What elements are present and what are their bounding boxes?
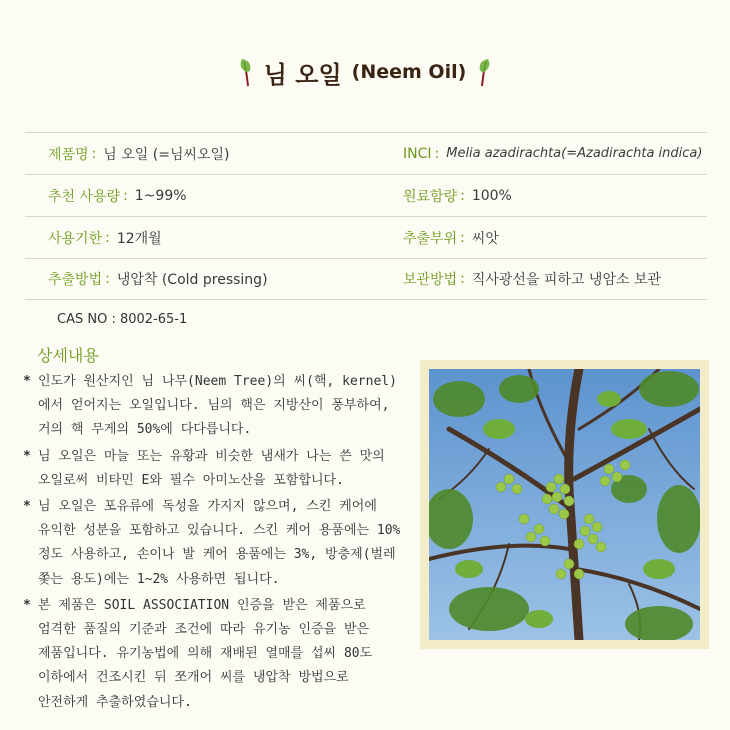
spec-value: 직사광선을 피하고 냉암소 보관	[471, 272, 661, 288]
cas-number: CAS NO : 8002-65-1	[57, 312, 188, 327]
spec-label: INCI	[403, 145, 432, 162]
bullet-marker: *	[23, 374, 31, 389]
spec-row	[25, 132, 707, 174]
paragraph-text: 님 오일은 포유류에 독성을 가지지 않으며, 스킨 케어에 유익한 성분을 포함하고 있습니다. 스킨 케어 용품에는 10% 정도 사용하고, 손이나 발 케어 용품에는 3%, 방충제(벌레 쫓는 용도)에는 1~2% 사용하면 됩니다.	[38, 499, 401, 587]
spec-colon: :	[91, 145, 97, 162]
paragraph-text: 본 제품은 SOIL ASSOCIATION 인증을 받은 제품으로 엄격한 품질의 기준과 조건에 따라 유기농 인증을 받은 제품입니다. 유기농법에 의해 재배된 열매를 섭씨 80도 이하에서 건조시킨 뒤 쪼개어 씨를 냉압착 방법으로 안전하게 추출하였습니다.	[38, 597, 373, 710]
spec-cell	[403, 228, 707, 248]
paragraph-text: 님 오일은 마늘 또는 유황과 비슷한 냄새가 나는 쓴 맛의 오일로써 비타민 E와 필수 아미노산을 포함합니다.	[38, 448, 385, 488]
spec-cell	[25, 186, 403, 206]
spec-value: 님 오일 (=님씨오일)	[103, 146, 230, 163]
bullet-marker: *	[23, 597, 31, 613]
detail-heading: 상세내용	[37, 346, 99, 365]
spec-colon: :	[105, 229, 110, 246]
spec-colon: :	[434, 145, 440, 162]
spec-cell	[403, 269, 707, 289]
spec-label: 보관방법	[403, 272, 458, 288]
spec-cell	[25, 269, 403, 289]
spec-cell	[403, 146, 707, 162]
spec-label: 추출부위	[403, 230, 458, 247]
description	[23, 370, 413, 717]
spec-colon: :	[460, 187, 465, 204]
spec-value: 1~99%	[134, 187, 187, 204]
leaf-icon	[238, 57, 258, 87]
spec-colon: :	[460, 271, 465, 287]
spec-label: 원료함량	[403, 188, 458, 205]
neem-tree-photo	[429, 369, 700, 640]
product-photo-frame	[420, 360, 709, 649]
bullet-marker: *	[23, 448, 31, 464]
spec-row	[25, 258, 707, 300]
spec-label: 추천 사용량	[48, 188, 121, 205]
spec-table	[25, 132, 707, 300]
description-paragraph	[23, 495, 413, 592]
spec-value: Melia azadirachta(=Azadirachta indica)	[446, 146, 703, 161]
spec-value: 12개월	[116, 230, 162, 247]
paragraph-text: 인도가 원산지인 님 나무(Neem Tree)의 씨(핵, kernel) 에서 얻어지는 오일입니다. 님의 핵은 지방산이 풍부하여, 거의 핵 무게의 50%에 다다릅니다.	[38, 374, 397, 438]
bullet-marker: *	[23, 499, 31, 515]
spec-row	[25, 174, 707, 216]
title-sub: (Neem Oil)	[351, 61, 467, 83]
spec-label: 추출방법	[48, 272, 103, 288]
spec-label: 제품명	[48, 146, 89, 163]
description-paragraph	[23, 594, 413, 715]
page-title	[0, 52, 730, 92]
description-paragraph	[23, 445, 413, 493]
spec-value: 100%	[471, 187, 512, 204]
spec-cell	[25, 228, 403, 248]
description-paragraph	[23, 370, 413, 443]
spec-colon: :	[460, 229, 465, 246]
leaf-icon	[472, 57, 492, 87]
spec-cell	[25, 144, 403, 164]
spec-cell	[403, 186, 707, 206]
spec-value: 씨앗	[471, 230, 499, 247]
spec-value: 냉압착 (Cold pressing)	[116, 272, 268, 288]
title-main: 님 오일	[263, 60, 342, 89]
spec-colon: :	[105, 271, 110, 287]
spec-colon: :	[123, 187, 128, 204]
spec-row	[25, 216, 707, 258]
spec-label: 사용기한	[48, 230, 103, 247]
